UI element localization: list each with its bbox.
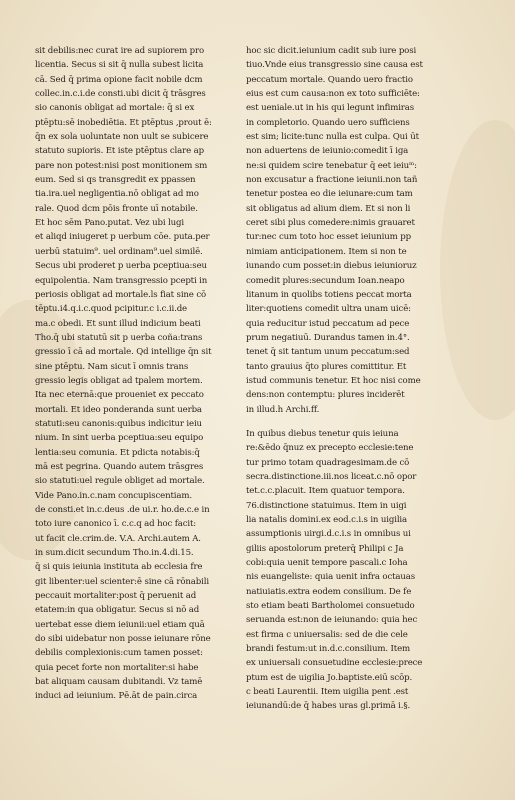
text-line: est firma c uniuersalis: sed de die cele	[246, 629, 408, 640]
text-line: cā. Sed q̄ prima opione facit nobile dcm	[35, 74, 203, 85]
text-line: non excusatur a fractione ieiunii.non tañ	[246, 175, 418, 186]
text-line: git libenter:uel scienter:ē sine cā rōnabili	[35, 576, 209, 587]
text-line: tenetur postea eo die ieiunare:cum tam	[246, 189, 413, 200]
text-line: eum. Sed si qs transgredit ex ppassen	[35, 175, 196, 186]
text-line: induci ad ieiunium. Pē.āt de pain.circa	[35, 691, 198, 702]
text-line: mā est pegrina. Quando autem trāsgres	[35, 461, 204, 472]
text-line: Tho.q̄ ubi statutū sit p uerba coña:trans	[35, 332, 203, 343]
text-line: q̄n ex sola uoluntate non uult se subicere	[35, 132, 209, 143]
text-line: lentia:seu comunia. Et pdicta notabis:q̄	[35, 447, 200, 458]
text-line: tet.c.c.placuit. Item quatuor tempora.	[246, 486, 405, 497]
text-line: etatem:in qua obligatur. Secus si nō ad	[35, 605, 200, 616]
text-line: uertebat esse diem ieiunii:uel etiam quā	[35, 619, 205, 630]
text-line: in illud.h Archi.ff.	[246, 404, 320, 415]
text-line: secra.distinctione.iii.nos liceat.c.nō opor	[246, 471, 417, 482]
text-line: sine ptēptu. Nam sicut ī omnis trans	[35, 361, 189, 372]
text-line: c beati Laurentii. Item uigilia pent .est	[246, 687, 409, 698]
text-line: sit obligatus ad alium diem. Et si non li	[246, 203, 411, 214]
text-line: do sibi uidebatur non posse ieiunare rōne	[35, 634, 211, 645]
text-line: tia.ira.uel negligentia.nō obligat ad mo	[35, 189, 199, 200]
text-line: ceret sibi plus comedere:nimis grauaret	[246, 218, 415, 229]
text-line: collec.in.c.i.de consti.ubi dicit q̄ trāsgres	[35, 89, 206, 100]
text-line: ma.c obedi. Et sunt illud indicium beati	[35, 318, 201, 329]
text-line: peccatum mortale. Quando uero fractio	[246, 74, 413, 85]
text-line: assumptionis uirgi.d.c.i.s in omnibus ui	[246, 529, 411, 540]
text-line: nis euangeliste: quia uenit infra octauas	[246, 572, 416, 583]
text-line: debilis complexionis:cum tamen posset:	[35, 648, 203, 659]
text-line: tēptu.i4.q.i.c.quod pcipitur.c i.c.ii.de	[35, 304, 187, 315]
text-line: eius est cum causa:non ex toto sufficiēte:	[246, 89, 420, 100]
text-line: uerbū statuim⁹. uel ordinam⁹.uel similē.	[35, 246, 203, 257]
text-line: Et hoc sēm Pano.putat. Vez ubi lugi	[35, 218, 184, 229]
right-column	[246, 44, 464, 714]
text-line: cobi:quia uenit tempore pascali.c Ioha	[246, 558, 408, 569]
text-line: sit debilis:nec curat ire ad supiorem pro	[35, 46, 205, 56]
text-line: nimiam anticipationem. Item si non te	[246, 246, 407, 257]
right-column-bottom	[246, 427, 464, 714]
text-line: Ita nec eternā:que proueniet ex peccato	[35, 390, 204, 401]
right-column-top	[246, 44, 464, 417]
text-line: ut facit cle.crim.de. V.A. Archi.autem A.	[35, 533, 201, 544]
text-line: de consti.et in.c.deus .de ui.r. ho.de.c.e in	[35, 505, 210, 515]
text-line: gressio ī cā ad mortale. Qd intellige q̄n sit	[35, 347, 212, 358]
text-line: pare non potest:nisi post monitionem sm	[35, 160, 208, 171]
text-line: prum negatiuū. Durandus tamen in.4°.	[246, 332, 410, 343]
text-line: comedit plures:secundum Ioan.neapo	[246, 275, 405, 286]
text-line: est sim; licite:tunc nulla est culpa. Qui ūt	[246, 132, 419, 143]
text-line: gressio legis obligat ad tpalem mortem.	[35, 375, 203, 386]
text-line: tenet q̄ sit tantum unum peccatum:sed	[246, 347, 410, 358]
text-line: licentia. Secus si sit q̄ nulla subest licita	[35, 60, 204, 71]
text-line: ptēptu:sē inobediētia. Et ptēptus ,prout ē:	[35, 117, 212, 128]
text-line: re:&ēdo q̄nuz ex precepto ecclesie:tene	[246, 443, 414, 454]
text-line: tiuo.Vnde eius transgressio sine causa est	[246, 60, 423, 71]
text-line: Secus ubi proderet p uerba pceptiua:seu	[35, 261, 207, 272]
text-line: iunando cum posset:in diebus ieiunioruz	[246, 261, 417, 272]
text-line: hoc sic dicit.ieiunium cadit sub iure posi	[246, 46, 417, 56]
text-line: ne:si quidem scire tenebatur q̄ eet ieiuᵐ:	[246, 160, 417, 171]
text-line: quia reducitur istud peccatum ad pece	[246, 318, 410, 329]
text-line: giliis apostolorum preterq̄ Philipi c Ja	[246, 543, 404, 554]
text-line: sio statuti:uel regule obliget ad mortale.	[35, 476, 205, 487]
text-line: istud communis tenetur. Et hoc nisi come	[246, 375, 421, 386]
text-line: toto iure canonico ī. c.c.q ad hoc facit:	[35, 519, 197, 530]
text-line: seruanda est:non de ieiunando: quia hec	[246, 615, 418, 626]
text-line: periosis obligat ad mortale.ls fiat sine cō	[35, 289, 207, 300]
paragraph-gap	[246, 417, 464, 427]
text-line: natiuiatis.extra eodem consilium. De fe	[246, 586, 412, 597]
text-line: in sum.dicit secundum Tho.in.4.di.15.	[35, 548, 194, 559]
text-line: tur primo totam quadragesimam.de cō	[246, 457, 410, 468]
text-line: tanto grauius q̄to plures comittitur. Et	[246, 361, 407, 372]
text-line: tur:nec cum toto hoc esset ieiunium pp	[246, 232, 411, 243]
text-line: rale. Quod dcm pōis fronte uī notabile.	[35, 203, 198, 214]
text-line: statuti:seu canonis:quibus indicitur ieiu	[35, 418, 202, 429]
text-line: Vide Pano.in.c.nam concupiscentiam.	[35, 490, 192, 501]
left-column	[35, 44, 241, 704]
text-line: brandi festum:ut in.d.c.consilium. Item	[246, 644, 411, 655]
text-line: ptum est de uigilia Jo.baptiste.eiū scōp.	[246, 672, 413, 683]
text-line: dens:non contemptu: plures inciderēt	[246, 390, 405, 401]
text-line: in completorio. Quando uero sufficiens	[246, 117, 410, 128]
text-line: liter:quotiens comedit ultra unam uicē:	[246, 304, 411, 315]
text-line: non aduertens de ieiunio:comedit ī iga	[246, 146, 409, 157]
text-line: mortali. Et ideo ponderanda sunt uerba	[35, 404, 202, 415]
text-line: nium. In sint uerba pceptiua:seu equipo	[35, 433, 204, 444]
text-line: quia pecet forte non mortaliter:si habe	[35, 662, 199, 673]
text-line: statuto supioris. Et iste ptēptus clare ap	[35, 146, 204, 157]
text-line: peccauit mortaliter:post q̄ peruenit ad	[35, 591, 197, 602]
text-line: In quibus diebus tenetur quis ieiuna	[246, 428, 399, 439]
text-line: q̄ si quis ieiunia instituta ab ecclesia fre	[35, 562, 203, 573]
text-line: litanum in quolibs totiens peccat morta	[246, 289, 412, 300]
text-line: est ueniale.ut in his qui legunt infimiras	[246, 103, 414, 114]
text-line: lia natalis domini.ex eod.c.i.s in uigilia	[246, 515, 408, 525]
text-line: sto etiam beati Bartholomei consuetudo	[246, 601, 415, 612]
text-line: 76.distinctione statuimus. Item in uigi	[246, 500, 407, 511]
text-line: et aliqd iniugeret p uerbum cōe. puta.per	[35, 232, 210, 243]
text-line: ex uniuersali consuetudine ecclesie:prece	[246, 658, 423, 669]
text-line: ieiunandū:de q̄ habes uras gl.primā i.§.	[246, 701, 411, 712]
text-line: sio canonis obligat ad mortale: q̄ si ex	[35, 103, 195, 114]
text-line: equipolentia. Nam transgressio pcepti in	[35, 275, 208, 286]
text-line: bat aliquam causam dubitandi. Vz tamē	[35, 677, 203, 688]
